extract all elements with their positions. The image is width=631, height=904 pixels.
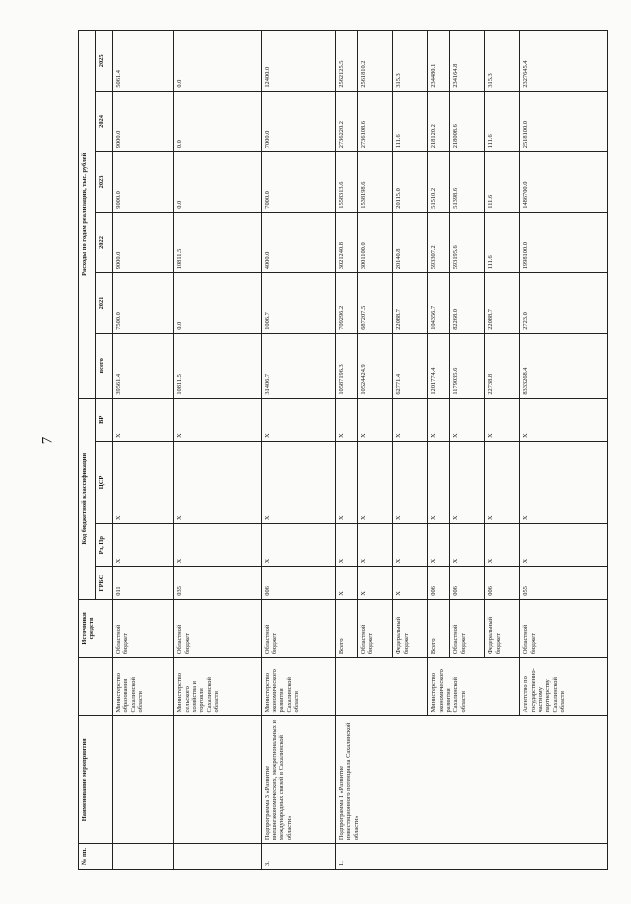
table-row bbox=[113, 31, 174, 870]
cell-rzpr: Х bbox=[113, 524, 174, 567]
cell-2025: 2561810.2 bbox=[358, 31, 393, 92]
cell-source: Всего bbox=[428, 599, 450, 657]
cell-2023: 1486700.0 bbox=[520, 152, 608, 213]
cell-rzpr: Х bbox=[336, 524, 358, 567]
cell-num: 3. bbox=[261, 844, 335, 870]
cell-2024: 0.0 bbox=[174, 91, 261, 152]
budget-table bbox=[78, 30, 608, 870]
cell-csr: Х bbox=[428, 441, 450, 523]
cell-2024: 2736108.6 bbox=[358, 91, 393, 152]
rotated-table-container bbox=[78, 30, 608, 870]
cell-total: 1179035.6 bbox=[450, 333, 485, 398]
cell-total: 10524424.9 bbox=[358, 333, 393, 398]
table-row bbox=[261, 31, 335, 870]
cell-rzpr: Х bbox=[261, 524, 335, 567]
cell-2021: 7500.0 bbox=[113, 273, 174, 334]
cell-grbs: 055 bbox=[520, 567, 608, 599]
cell-2023: 111.6 bbox=[485, 152, 520, 213]
cell-2023: 20115.0 bbox=[393, 152, 428, 213]
cell-2023: 1558313.6 bbox=[336, 152, 358, 213]
cell-2025: 234480.1 bbox=[428, 31, 450, 92]
cell-2024: 218008.6 bbox=[450, 91, 485, 152]
cell-source: Федеральный бюджет bbox=[485, 599, 520, 657]
cell-grbs: 006 bbox=[485, 567, 520, 599]
cell-name bbox=[174, 716, 261, 844]
cell-2023: 51510.2 bbox=[428, 152, 450, 213]
page-number: 7 bbox=[39, 436, 56, 445]
cell-rzpr: Х bbox=[174, 524, 261, 567]
header-year-2023: 2023 bbox=[96, 152, 113, 213]
cell-2024: 2736220.2 bbox=[336, 91, 358, 152]
cell-source: Федеральный бюджет bbox=[393, 599, 428, 657]
cell-2022: 3021240.8 bbox=[336, 212, 358, 273]
cell-csr: Х bbox=[450, 441, 485, 523]
table-row bbox=[174, 31, 261, 870]
cell-grbs: Х bbox=[393, 567, 428, 599]
cell-vr: Х bbox=[174, 398, 261, 441]
cell-grbs: 006 bbox=[261, 567, 335, 599]
cell-2025: 5061.4 bbox=[113, 31, 174, 92]
cell-vr: Х bbox=[261, 398, 335, 441]
cell-num: 1. bbox=[336, 844, 608, 870]
cell-executor: Министерство сельского хозяйства и торговли Сахалинской области bbox=[174, 658, 261, 716]
cell-2025: 315.3 bbox=[393, 31, 428, 92]
header-num: № пп. bbox=[79, 844, 113, 870]
cell-csr: Х bbox=[174, 441, 261, 523]
cell-csr: Х bbox=[113, 441, 174, 523]
cell-vr: Х bbox=[428, 398, 450, 441]
cell-total: 31406.7 bbox=[261, 333, 335, 398]
cell-source: Областной бюджет bbox=[520, 599, 608, 657]
cell-csr: Х bbox=[358, 441, 393, 523]
cell-2024: 7000.0 bbox=[261, 91, 335, 152]
cell-2022: 1998100.0 bbox=[520, 212, 608, 273]
header-total: всего bbox=[96, 333, 113, 398]
header-source: Источники средств bbox=[79, 599, 113, 657]
cell-vr: Х bbox=[336, 398, 358, 441]
header-csr: ЦСР bbox=[96, 441, 113, 523]
cell-executor bbox=[336, 658, 428, 716]
cell-csr: Х bbox=[261, 441, 335, 523]
cell-executor: Министерство экономического развития Сахалинской области bbox=[261, 658, 335, 716]
cell-2022: 4000.0 bbox=[261, 212, 335, 273]
cell-2024: 111.6 bbox=[485, 91, 520, 152]
cell-name bbox=[113, 716, 174, 844]
cell-num bbox=[113, 844, 174, 870]
cell-2021: 1006.7 bbox=[261, 273, 335, 334]
cell-2021: 22088.7 bbox=[393, 273, 428, 334]
cell-2025: 0.0 bbox=[174, 31, 261, 92]
cell-rzpr: Х bbox=[393, 524, 428, 567]
cell-2023: 0.0 bbox=[174, 152, 261, 213]
cell-name: Подпрограмма 3 «Развитие внешнеэкономических, межрегиональных и международных связей в Сахалинской области» bbox=[261, 716, 335, 844]
cell-2021: 22088.7 bbox=[485, 273, 520, 334]
cell-2025: 2562125.5 bbox=[336, 31, 358, 92]
cell-name: Подпрограмма 1 «Развитие инвестиционного потенциала Сахалинской области» bbox=[336, 716, 608, 844]
cell-2024: 111.6 bbox=[393, 91, 428, 152]
cell-csr: Х bbox=[520, 441, 608, 523]
cell-csr: Х bbox=[485, 441, 520, 523]
cell-total: 39561.4 bbox=[113, 333, 174, 398]
cell-2023: 1538198.6 bbox=[358, 152, 393, 213]
cell-2025: 234164.8 bbox=[450, 31, 485, 92]
cell-2022: 593195.6 bbox=[450, 212, 485, 273]
cell-vr: Х bbox=[485, 398, 520, 441]
cell-csr: Х bbox=[393, 441, 428, 523]
cell-2024: 9000.0 bbox=[113, 91, 174, 152]
cell-grbs: Х bbox=[336, 567, 358, 599]
cell-rzpr: Х bbox=[520, 524, 608, 567]
cell-rzpr: Х bbox=[485, 524, 520, 567]
header-year-2024: 2024 bbox=[96, 91, 113, 152]
header-name: Наименование мероприятия bbox=[79, 716, 113, 844]
cell-vr: Х bbox=[520, 398, 608, 441]
cell-executor: Агентство по государственно-частному партнерству Сахалинской области bbox=[520, 658, 608, 716]
cell-vr: Х bbox=[358, 398, 393, 441]
cell-2022: 593307.2 bbox=[428, 212, 450, 273]
cell-executor: Министерство экономического развития Сахалинской области bbox=[428, 658, 520, 716]
cell-2024: 2518100.0 bbox=[520, 91, 608, 152]
cell-source: Областной бюджет bbox=[358, 599, 393, 657]
header-grbs: ГРБС bbox=[96, 567, 113, 599]
cell-2022: 10811.5 bbox=[174, 212, 261, 273]
cell-grbs: Х bbox=[358, 567, 393, 599]
header-year-2022: 2022 bbox=[96, 212, 113, 273]
cell-2024: 218120.2 bbox=[428, 91, 450, 152]
header-year-2021: 2021 bbox=[96, 273, 113, 334]
cell-source: Областной бюджет bbox=[113, 599, 174, 657]
cell-source: Областной бюджет bbox=[174, 599, 261, 657]
cell-total: 10811.5 bbox=[174, 333, 261, 398]
cell-grbs: 035 bbox=[174, 567, 261, 599]
header-rzpr: Рз, Пр bbox=[96, 524, 113, 567]
header-kbk-group: Код бюджетной классификации bbox=[79, 398, 96, 599]
cell-2021: 82268.0 bbox=[450, 273, 485, 334]
cell-2021: 687207.5 bbox=[358, 273, 393, 334]
cell-grbs: 011 bbox=[113, 567, 174, 599]
cell-vr: Х bbox=[393, 398, 428, 441]
cell-2022: 111.6 bbox=[485, 212, 520, 273]
cell-rzpr: Х bbox=[450, 524, 485, 567]
cell-grbs: 006 bbox=[428, 567, 450, 599]
cell-total: 62771.4 bbox=[393, 333, 428, 398]
cell-2022: 3001100.0 bbox=[358, 212, 393, 273]
cell-total: 8333268.4 bbox=[520, 333, 608, 398]
cell-vr: Х bbox=[450, 398, 485, 441]
cell-total: 22738.8 bbox=[485, 333, 520, 398]
header-year-2025: 2025 bbox=[96, 31, 113, 92]
header-expenses-group: Расходы по годам реализации, тыс. рублей bbox=[79, 31, 96, 399]
cell-source: Всего bbox=[336, 599, 358, 657]
cell-2023: 7000.0 bbox=[261, 152, 335, 213]
cell-num bbox=[174, 844, 261, 870]
cell-2021: 104356.7 bbox=[428, 273, 450, 334]
cell-2021: 0.0 bbox=[174, 273, 261, 334]
cell-2022: 20140.8 bbox=[393, 212, 428, 273]
cell-source: Областной бюджет bbox=[261, 599, 335, 657]
cell-total: 1201774.4 bbox=[428, 333, 450, 398]
header-vr: ВР bbox=[96, 398, 113, 441]
cell-2022: 9000.0 bbox=[113, 212, 174, 273]
cell-rzpr: Х bbox=[428, 524, 450, 567]
cell-grbs: 006 bbox=[450, 567, 485, 599]
cell-2025: 2327645.4 bbox=[520, 31, 608, 92]
cell-2021: 2723.0 bbox=[520, 273, 608, 334]
cell-csr: Х bbox=[336, 441, 358, 523]
cell-2023: 51398.6 bbox=[450, 152, 485, 213]
cell-2025: 12400.0 bbox=[261, 31, 335, 92]
cell-2021: 709296.2 bbox=[336, 273, 358, 334]
cell-source: Областной бюджет bbox=[450, 599, 485, 657]
table-row bbox=[336, 31, 358, 870]
cell-total: 10587196.3 bbox=[336, 333, 358, 398]
cell-2023: 9000.0 bbox=[113, 152, 174, 213]
cell-vr: Х bbox=[113, 398, 174, 441]
header-executor bbox=[79, 658, 113, 716]
cell-rzpr: Х bbox=[358, 524, 393, 567]
cell-executor: Министерство образования Сахалинской области bbox=[113, 658, 174, 716]
cell-2025: 315.3 bbox=[485, 31, 520, 92]
